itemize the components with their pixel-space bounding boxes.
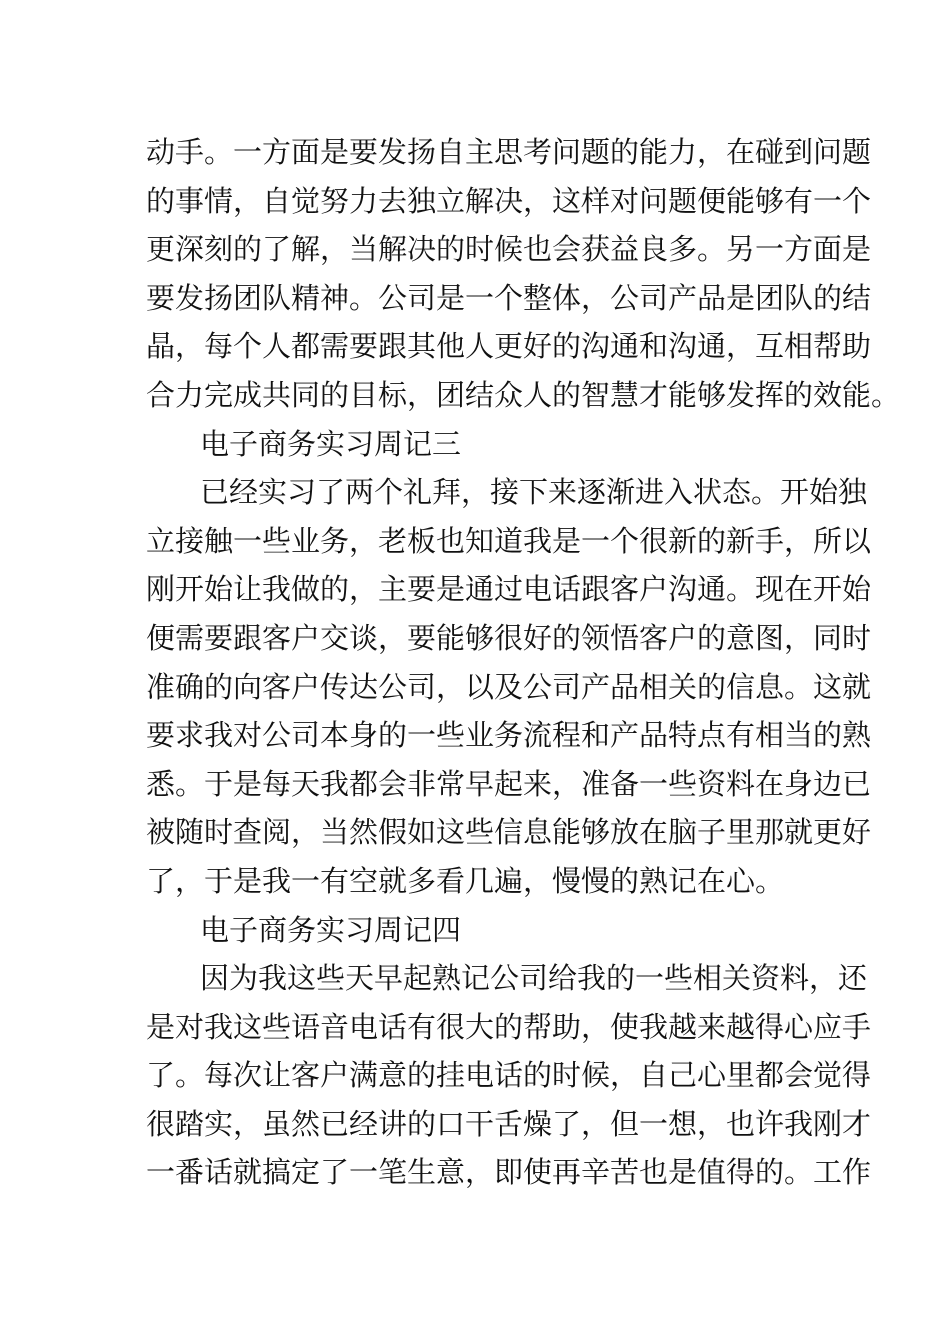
text-line: 了。每次让客户满意的挂电话的时候，自己心里都会觉得 (146, 1058, 872, 1093)
text-line: 更深刻的了解，当解决的时候也会获益良多。另一方面是 (146, 232, 872, 267)
text-line: 晶，每个人都需要跟其他人更好的沟通和沟通，互相帮助 (146, 329, 872, 364)
text-line: 悉。于是每天我都会非常早起来，准备一些资料在身边已 (146, 766, 872, 801)
text-line: 刚开始让我做的，主要是通过电话跟客户沟通。现在开始 (146, 572, 872, 607)
text-line: 被随时查阅，当然假如这些信息能够放在脑子里那就更好 (146, 815, 872, 850)
text-line: 是对我这些语音电话有很大的帮助，使我越来越得心应手 (146, 1009, 872, 1044)
text-line: 要发扬团队精神。公司是一个整体，公司产品是团队的结 (146, 280, 872, 315)
section-heading: 电子商务实习周记三 (200, 426, 462, 461)
paragraph-first-line: 因为我这些天早起熟记公司给我的一些相关资料，还 (200, 961, 868, 996)
text-line: 一番话就搞定了一笔生意，即使再辛苦也是值得的。工作 (146, 1155, 872, 1190)
text-line: 的事情，自觉努力去独立解决，这样对问题便能够有一个 (146, 183, 872, 218)
text-line: 很踏实，虽然已经讲的口干舌燥了，但一想，也许我刚才 (146, 1106, 872, 1141)
section-heading: 电子商务实习周记四 (200, 912, 462, 947)
text-line: 准确的向客户传达公司，以及公司产品相关的信息。这就 (146, 669, 872, 704)
paragraph-first-line: 已经实习了两个礼拜，接下来逐渐进入状态。开始独 (200, 475, 868, 510)
text-line: 合力完成共同的目标，团结众人的智慧才能够发挥的效能。 (146, 377, 901, 412)
text-line: 要求我对公司本身的一些业务流程和产品特点有相当的熟 (146, 718, 872, 753)
text-line: 立接触一些业务，老板也知道我是一个很新的新手，所以 (146, 523, 872, 558)
text-line: 动手。一方面是要发扬自主思考问题的能力，在碰到问题 (146, 135, 872, 169)
document-body (146, 128, 901, 1197)
text-line: 便需要跟客户交谈，要能够很好的领悟客户的意图，同时 (146, 620, 872, 655)
text-line: 了，于是我一有空就多看几遍，慢慢的熟记在心。 (146, 863, 785, 898)
